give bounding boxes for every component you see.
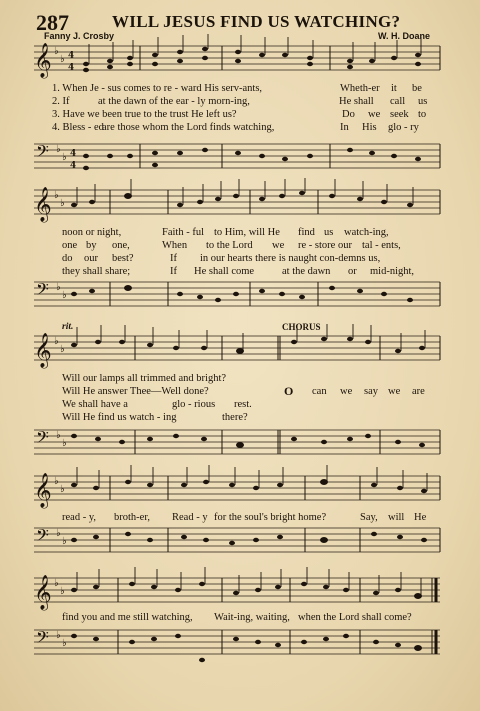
flat-icon: ♭ [56, 630, 61, 641]
lyric: He shall [339, 96, 374, 107]
lyric: seek [390, 109, 409, 120]
notes [83, 47, 421, 72]
staff-lines [34, 336, 440, 360]
words-by: Fanny J. Crosby [44, 31, 115, 41]
flat-icon: ♭ [54, 476, 59, 487]
lyric: glo - ry [388, 122, 419, 133]
treble-staff-2 [0, 184, 480, 228]
flat-icon: ♭ [62, 536, 67, 547]
flat-icon: ♭ [62, 152, 67, 163]
hymn-title: WILL JESUS FIND US WATCHING? [112, 12, 401, 31]
lyric: He [414, 512, 427, 523]
lyric: we [340, 386, 353, 397]
treble-clef-icon: 𝄞 [34, 43, 52, 78]
lyric: Faith - ful [162, 227, 204, 238]
chorus-line [312, 386, 425, 398]
bass-staff-4 [0, 522, 480, 562]
lyric: read - y, [62, 512, 97, 523]
lyric: 1. When Je - sus comes to re - ward His serv-ants, [52, 83, 263, 94]
lyric: us [418, 96, 428, 107]
lyric-line-3-4: Will our lamps all trimmed and bright? [62, 373, 227, 384]
treble-staff-4 [0, 470, 480, 514]
bass-staff-2 [0, 276, 480, 316]
flat-icon: ♭ [60, 344, 65, 355]
bass-clef-icon: 𝄢 [36, 627, 49, 651]
lyric: there? [222, 412, 248, 423]
lyric: our [84, 253, 98, 264]
staff-lines [34, 144, 440, 168]
lyric: call [390, 96, 406, 107]
lyric: can [312, 386, 327, 397]
lyric: we [368, 109, 381, 120]
flat-icon: ♭ [60, 484, 65, 495]
flat-icon: ♭ [56, 430, 61, 441]
lyric: If [170, 266, 177, 277]
notes [71, 480, 427, 494]
lyric-line-3-2 [62, 399, 252, 411]
lyric: when the Lord shall come? [298, 612, 412, 623]
chorus-marking: CHORUS [282, 322, 321, 332]
flat-icon: ♭ [60, 54, 65, 65]
lyric: watch-ing, [344, 227, 389, 238]
treble-clef-icon: 𝄞 [34, 187, 52, 222]
lyric: find you and me still watching, [62, 612, 193, 623]
lyric: noon or night, [62, 227, 122, 238]
flat-icon: ♭ [62, 438, 67, 449]
lyric: Say, [360, 512, 378, 523]
lyric: be [412, 83, 422, 94]
flat-icon: ♭ [56, 282, 61, 293]
lyric: His [362, 122, 377, 133]
time-signature-icon: 4 [70, 161, 77, 171]
lyric: one, [112, 240, 130, 251]
flat-icon: ♭ [56, 528, 61, 539]
lyric: by [86, 240, 97, 251]
time-signature-icon: 4 [68, 51, 75, 61]
bass-staff-5 [0, 624, 480, 668]
bass-staff-3 [0, 424, 480, 464]
lyric: Will He find us watch - ing [62, 412, 177, 423]
lyric: We shall have a [62, 399, 128, 410]
lyric-line-1-3 [52, 109, 427, 121]
rit-marking: rit. [62, 322, 74, 332]
lyric-line-3-1 [62, 412, 248, 424]
lyric: say [364, 386, 378, 397]
bass-staff-1 [0, 136, 480, 180]
staff-lines [34, 630, 440, 654]
lyric: mid-night, [370, 266, 415, 277]
flat-icon: ♭ [56, 144, 61, 155]
lyric: He shall come [194, 266, 255, 277]
staff-lines [34, 46, 440, 70]
bass-clef-icon: 𝄢 [36, 427, 49, 451]
lyric: Do [342, 109, 355, 120]
lyric: to [418, 109, 427, 120]
chorus-word-o: O [284, 384, 294, 398]
staff-lines [34, 528, 440, 552]
lyric: broth-er, [114, 512, 151, 523]
lyric: When [162, 240, 188, 251]
lyric: to Him, will He [214, 227, 280, 238]
notes [71, 337, 425, 354]
lyric-line-1-2 [52, 96, 428, 108]
lyric-line-1-1 [52, 83, 422, 95]
lyric: If [170, 253, 177, 264]
music-by: W. H. Doane [378, 31, 431, 41]
lyric-line-1-4 [52, 122, 419, 134]
lyric: will [388, 512, 405, 523]
flat-icon: ♭ [54, 190, 59, 201]
treble-staff-5 [0, 572, 480, 616]
flat-icon: ♭ [62, 290, 67, 301]
lyric: rest. [234, 399, 252, 410]
bass-clef-icon: 𝄢 [36, 279, 49, 303]
flat-icon: ♭ [54, 578, 59, 589]
lyric: us [324, 227, 334, 238]
lyric: they shall share; [62, 266, 131, 277]
lyric: we [272, 240, 285, 251]
hymn-number: 287 [36, 10, 69, 35]
lyric: find [298, 227, 315, 238]
lyric: to the Lord [206, 240, 253, 251]
lyric: in our hearts there is naught con-demns us, [200, 253, 381, 264]
lyric-line-2-2 [62, 240, 401, 252]
lyric: one [62, 240, 78, 251]
notes [83, 148, 421, 170]
treble-clef-icon: 𝄞 [34, 333, 52, 368]
lyric: 4. Bless - ed [52, 122, 104, 133]
lyric: or [348, 266, 357, 277]
time-signature-icon: 4 [68, 63, 75, 73]
lyric-line-5 [62, 612, 412, 624]
lyric-line-3-3: Will He answer Thee—Well done? [62, 386, 209, 397]
note-stems [77, 567, 421, 596]
lyric: are those whom the Lord finds watching, [102, 122, 275, 133]
flat-icon: ♭ [54, 336, 59, 347]
lyric: glo - rious [172, 399, 216, 410]
staff-lines [34, 430, 440, 454]
lyric: are [412, 386, 425, 397]
lyric: at the dawn [282, 266, 331, 277]
lyric: Read - y [172, 512, 208, 523]
lyric: at the dawn of the ear - ly morn-ing, [98, 96, 250, 107]
treble-clef-icon: 𝄞 [34, 473, 52, 508]
lyric-line-2-3 [62, 253, 381, 265]
notes [71, 191, 413, 207]
flat-icon: ♭ [62, 638, 67, 649]
lyric: Wait-ing, waiting, [214, 612, 290, 623]
flat-icon: ♭ [60, 198, 65, 209]
lyric: 2. If [52, 96, 70, 107]
lyric-line-2-1 [62, 227, 389, 239]
lyric: 3. Have we been true to the trust He left us? [52, 109, 237, 120]
treble-clef-icon: 𝄞 [34, 575, 52, 610]
lyric: do [62, 253, 73, 264]
note-stems [77, 324, 425, 351]
time-signature-icon: 4 [70, 149, 77, 159]
lyric: for the soul's bright home? [214, 512, 327, 523]
lyric: best? [112, 253, 134, 264]
treble-staff-3 [0, 330, 480, 374]
lyric: we [388, 386, 401, 397]
bass-clef-icon: 𝄢 [36, 525, 49, 549]
lyric: re - store our [298, 240, 352, 251]
flat-icon: ♭ [60, 586, 65, 597]
flat-icon: ♭ [54, 46, 59, 57]
bass-clef-icon: 𝄢 [36, 141, 49, 165]
treble-staff-1 [0, 40, 480, 84]
lyric: it [391, 83, 397, 94]
lyric: tal - ents, [362, 240, 401, 251]
note-stems [77, 178, 413, 205]
lyric: Wheth-er [340, 83, 380, 94]
lyric: In [340, 122, 349, 133]
